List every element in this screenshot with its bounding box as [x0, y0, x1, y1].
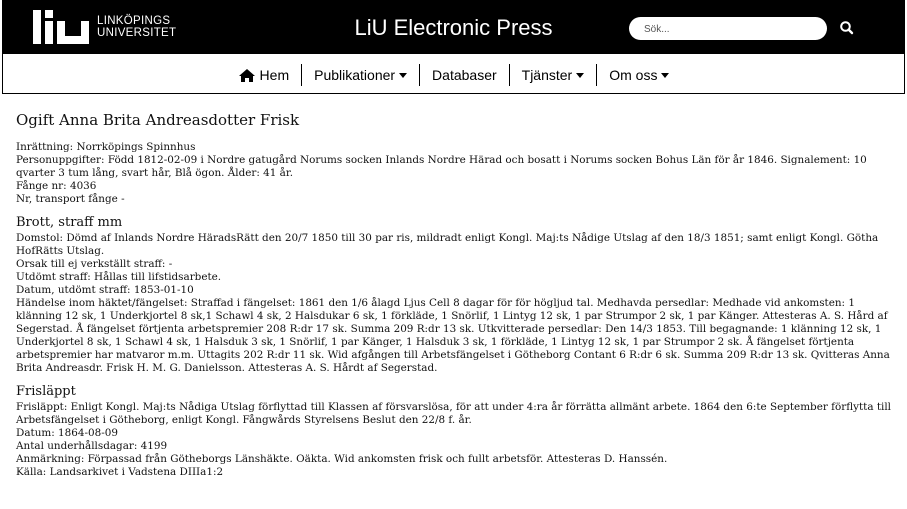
nav-publications-label: Publikationer — [314, 67, 396, 83]
search-icon — [838, 19, 856, 37]
crime-verdict: Domstol: Dömd af Inlands Nordre HäradsRätt den 20/7 1850 till 30 par ris, mildradt enligt Kongl. Maj:ts Nådige Utslag af den 18/3 1851; samt enligt Kongl. Götha HofRätts Utslag. — [16, 232, 879, 257]
home-icon — [238, 68, 256, 83]
nav-services-label: Tjänster — [521, 67, 573, 83]
record-institution: Inrättning: Norrköpings Spinnhus — [16, 141, 196, 153]
crime-heading: Brott, straff mm — [16, 215, 123, 230]
search-input[interactable] — [629, 18, 827, 41]
release-date: Datum: 1864-08-09 — [16, 427, 118, 439]
crime-date: Datum, utdömt straff: 1853-01-10 — [16, 284, 194, 296]
logo-text-line2: UNIVERSITET — [97, 27, 177, 39]
record-content — [16, 110, 894, 479]
crime-events: Händelse inom häktet/fängelset: Straffad i fängelset: 1861 den 1/6 ålagd Ljus Cell 8 dagar för för högljud tal. Medhavda persedlar: Medhade vid ankomsten: 1 klänning 12 sk, 1 Underkjortel 8 sk,1 Schawl 4 sk, 2 Halsdukar 6 sk, 1 förkläde, 1 Snörlif, 1 Lintyg 12 sk, 1 par Strumpor 2 sk, 1 par Känger. Attesteras A. S. Hård af Segerstad. Å fängelset förtjenta arbetspremier 208 R:dr 17 sk. Summa 209 R:dr 13 sk. Utkvitterade persedlar: Den 14/3 1853. Till begagnande: 1 klänning 12 sk, 1 Underkjortel 8 sk, 1 Schawl 4 sk, 1 Halsduk 3 sk, 1 Snörlif, 1 par Känger, 1 Halsduk 3 sk, 1 förkläde, 1 Lintyg 12 sk, 1 par Strumpor 2 sk. Å fängelset förtjenta arbetspremier har matvaror m.m. Uttagits 202 R:dr 11 sk. Wid afgången till Arbetsfängelset i Götheborg Contant 6 R:dr 6 sk. Summa 209 R:dr 13 sk. Qvitteras Anna Brita Andreasdr. Frisk H. M. G. Danielsson. Attesteras A. S. Hårdt af Segerstad. — [16, 297, 890, 374]
release-source: Källa: Landsarkivet i Vadstena DIIIa1:2 — [16, 466, 224, 478]
site-title: LiU Electronic Press — [354, 15, 553, 40]
release-maintenance-days: Antal underhållsdagar: 4199 — [16, 440, 168, 452]
record-transport-no: Nr, transport fånge - — [16, 193, 125, 205]
crime-reason: Orsak till ej verkställt straff: - — [16, 258, 173, 270]
search-box — [629, 17, 827, 40]
nav-home[interactable] — [226, 64, 303, 86]
caret-down-icon — [661, 73, 669, 78]
nav-databases[interactable] — [420, 64, 510, 86]
record-personal: Personuppgifter: Född 1812-02-09 i Nordre gatugård Norums socken Inlands Nordre Härad och bosatt i Norums socken Bohus Län för år 1846. Signalement: 10 qvarter 3 tum lång, svart hår, Blå ögon. Ålder: 41 år. — [16, 154, 867, 179]
logo-text-line1: LINKÖPINGS — [97, 15, 171, 27]
main-nav — [2, 54, 905, 94]
crime-served: Utdömt straff: Hållas till lifstidsarbete. — [16, 271, 222, 283]
nav-publications[interactable] — [302, 64, 420, 86]
caret-down-icon — [399, 73, 407, 78]
release-heading: Frisläppt — [16, 384, 76, 399]
record-prisoner-no: Fånge nr: 4036 — [16, 180, 97, 192]
caret-down-icon — [576, 73, 584, 78]
nav-about[interactable] — [597, 64, 681, 86]
nav-databases-label: Databaser — [432, 67, 497, 83]
search-button[interactable] — [838, 19, 856, 37]
nav-about-label: Om oss — [609, 67, 658, 83]
site-header — [2, 0, 905, 54]
record-title: Ogift Anna Brita Andreasdotter Frisk — [16, 111, 300, 129]
nav-home-label: Hem — [259, 67, 290, 83]
nav-services[interactable] — [510, 64, 598, 86]
release-text: Frisläppt: Enligt Kongl. Maj:ts Nådiga Utslag förflyttad till Klassen af försvarslösa, för att under 4:ra år förrätta allmänt arbete. 1864 den 6:te September förflytta till Arbetsfängelset i Götheborg, enligt Kongl. Fångwårds Styrelsens Beslut den 22/8 f. år. — [16, 401, 891, 426]
release-note: Anmärkning: Förpassad från Götheborgs Länshäkte. Oäkta. Wid ankomsten frisk och fullt arbetsför. Attesteras D. Hanssén. — [16, 453, 668, 465]
